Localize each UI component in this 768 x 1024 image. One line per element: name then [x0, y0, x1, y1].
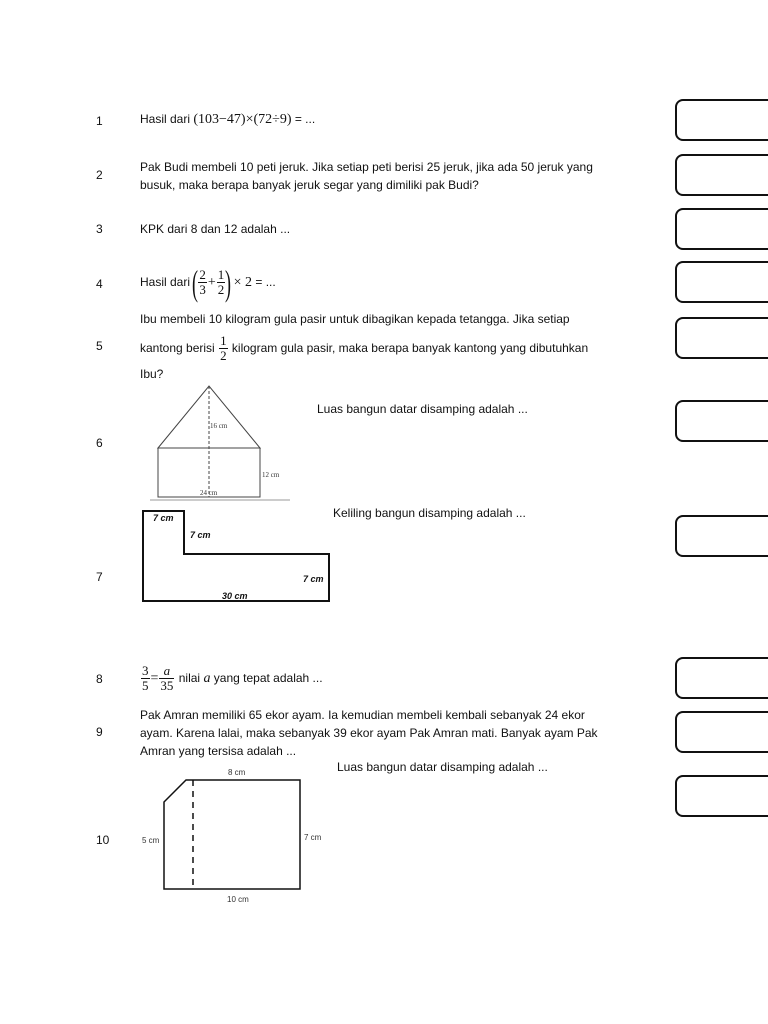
- q5-line2-pre: kantong berisi: [140, 341, 215, 355]
- q4-frac1-num: 2: [199, 267, 206, 283]
- question-6-text: Luas bangun datar disamping adalah ...: [317, 402, 528, 416]
- q4-plus: +: [207, 275, 216, 290]
- q8-equals: =: [150, 671, 159, 686]
- q4-frac2-den: 2: [217, 282, 225, 298]
- q9-line3: Amran yang tersisa adalah ...: [140, 744, 297, 758]
- question-3: KPK dari 8 dan 12 adalah ...: [140, 222, 291, 236]
- answer-box-5[interactable]: [675, 317, 768, 359]
- question-7-text: Keliling bangun disamping adalah ...: [333, 506, 526, 520]
- q5-line3: Ibu?: [140, 367, 164, 382]
- question-number-8: 8: [96, 672, 103, 686]
- q9-line2: ayam. Karena lalai, maka sebanyak 39 ekor ayam Pak Amran mati. Banyak ayam Pak: [140, 726, 598, 740]
- q8-frac1-num: 3: [142, 663, 149, 679]
- question-1: [140, 110, 315, 129]
- q4-prefix: Hasil dari: [140, 275, 191, 289]
- answer-box-8[interactable]: [675, 657, 768, 699]
- q4-fraction-1: [198, 268, 207, 297]
- question-number-2: 2: [96, 168, 103, 182]
- q4-fraction-2: [217, 268, 226, 297]
- q7-label-top: 7 cm: [153, 513, 174, 523]
- q4-close-paren: ): [225, 262, 232, 303]
- question-number-4: 4: [96, 277, 103, 291]
- answer-box-3[interactable]: [675, 208, 768, 250]
- q1-suffix: = ...: [294, 112, 316, 126]
- q4-open-paren: (: [192, 262, 199, 303]
- q4-times: × 2: [233, 275, 253, 290]
- question-number-9: 9: [96, 725, 103, 739]
- q8-fraction-1: [141, 664, 150, 693]
- q8-suffix: yang tepat adalah ...: [213, 671, 323, 685]
- q1-prefix: Hasil dari: [140, 112, 191, 126]
- q7-label-right: 7 cm: [303, 574, 324, 584]
- question-number-5: 5: [96, 339, 103, 353]
- q8-variable: a: [203, 671, 211, 686]
- q8-mid: nilai: [178, 671, 201, 685]
- answer-box-9[interactable]: [675, 711, 768, 753]
- question-5: [140, 310, 588, 383]
- question-9: [140, 706, 598, 760]
- q7-label-bottom: 30 cm: [222, 591, 248, 601]
- question-number-3: 3: [96, 222, 103, 236]
- answer-box-6[interactable]: [675, 400, 768, 442]
- q8-frac2-num: a: [159, 664, 174, 679]
- question-number-10: 10: [96, 833, 110, 847]
- q9-line1: Pak Amran memiliki 65 ekor ayam. Ia kemudian membeli kembali sebanyak 24 ekor: [140, 708, 585, 722]
- q1-expression: (103−47)×(72÷9): [193, 112, 292, 127]
- question-number-6: 6: [96, 436, 103, 450]
- q5-line1: Ibu membeli 10 kilogram gula pasir untuk dibagikan kepada tetangga. Jika setiap: [140, 312, 570, 326]
- answer-box-1[interactable]: [675, 99, 768, 141]
- q10-label-right: 7 cm: [304, 833, 322, 842]
- answer-box-2[interactable]: [675, 154, 768, 196]
- q6-label-height: 16 cm: [210, 422, 228, 430]
- q5-frac-den: 2: [220, 348, 227, 364]
- question-number-7: 7: [96, 570, 103, 584]
- q10-label-bottom: 10 cm: [227, 895, 249, 904]
- q2-line1: Pak Budi membeli 10 peti jeruk. Jika setiap peti berisi 25 jeruk, jika ada 50 jeruk yang: [140, 160, 593, 174]
- q10-label-left: 5 cm: [142, 836, 160, 845]
- question-2: [140, 158, 593, 194]
- q5-frac-num: 1: [220, 333, 227, 349]
- q5-fraction: [219, 334, 228, 363]
- answer-box-4[interactable]: [675, 261, 768, 303]
- answer-box-10[interactable]: [675, 775, 768, 817]
- q2-line2: busuk, maka berapa banyak jeruk segar yang dimiliki pak Budi?: [140, 178, 479, 192]
- q8-frac2-den: 35: [160, 678, 174, 694]
- q4-frac2-num: 1: [217, 267, 225, 283]
- q7-figure: [140, 508, 335, 606]
- q6-label-base: 24 cm: [200, 489, 218, 497]
- q8-frac1-den: 5: [142, 678, 149, 694]
- q7-label-inner: 7 cm: [190, 530, 211, 540]
- q6-label-side: 12 cm: [262, 471, 280, 479]
- q6-figure: [150, 382, 295, 504]
- q8-fraction-2: [159, 664, 174, 693]
- question-4: [140, 264, 276, 301]
- question-number-1: 1: [96, 114, 103, 128]
- q10-label-top: 8 cm: [228, 768, 246, 777]
- q5-line2-post: kilogram gula pasir, maka berapa banyak kantong yang dibutuhkan: [231, 341, 589, 355]
- q10-shape: [164, 780, 300, 889]
- q4-suffix: = ...: [255, 275, 276, 289]
- question-8: [140, 660, 323, 697]
- q7-l-shape: [143, 511, 329, 601]
- q4-frac1-den: 3: [199, 282, 206, 298]
- answer-box-7[interactable]: [675, 515, 768, 557]
- question-10-text: Luas bangun datar disamping adalah ...: [337, 760, 548, 774]
- q10-figure: [138, 764, 338, 908]
